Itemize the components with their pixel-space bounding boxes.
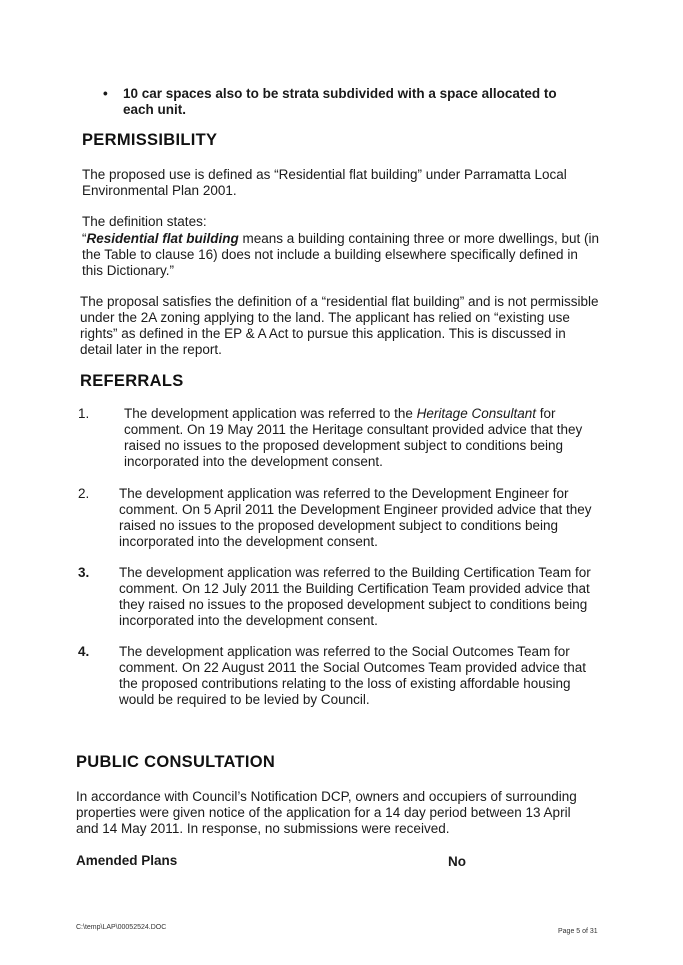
- referral-item-3: [78, 565, 598, 629]
- referral-text-1-em: Heritage Consultant: [416, 406, 536, 421]
- referral-number-2: 2.: [78, 486, 90, 501]
- definition-term: Residential flat building: [86, 231, 239, 246]
- referral-number-4: 4.: [78, 644, 90, 659]
- permissibility-heading: PERMISSIBILITY: [82, 131, 218, 149]
- referral-number-3: 3.: [78, 565, 90, 580]
- referral-text-4: The development application was referred to the Social Outcomes Team for comment. On 22 August 2011 the Social Outcomes Team provided advice that the proposed contributions relating to the loss of existing affordable housing would be required to be levied by Council.: [119, 644, 587, 707]
- bullet-item: [103, 86, 583, 118]
- definition-intro: The definition states:: [82, 214, 207, 229]
- permissibility-paragraph-3: The proposal satisfies the definition of a “residential flat building” and is not permissible under the 2A zoning applying to the land. The applicant has relied on “existing use rights” as defined in the EP & A Act to pursue this application. This is discussed in detail later in the report.: [80, 294, 599, 357]
- amended-plans-label: Amended Plans: [76, 853, 178, 868]
- referrals-heading: REFERRALS: [80, 372, 184, 390]
- referral-item-2: [78, 486, 598, 550]
- permissibility-paragraph-1: The proposed use is defined as “Residential flat building” under Parramatta Local Environmental Plan 2001.: [82, 167, 567, 198]
- referral-text-1: [124, 406, 598, 470]
- bullet-marker: •: [103, 86, 108, 101]
- referral-item-4: [78, 644, 598, 708]
- amended-plans-value: No: [448, 854, 466, 869]
- referral-number-1: 1.: [78, 406, 90, 421]
- public-consultation-heading: PUBLIC CONSULTATION: [76, 753, 276, 771]
- referral-item-1: [78, 406, 598, 470]
- bullet-text: 10 car spaces also to be strata subdivided with a space allocated to each unit.: [123, 86, 557, 117]
- referral-text-2: The development application was referred to the Development Engineer for comment. On 5 April 2011 the Development Engineer provided advice that they raised no issues to the proposed development subject to conditions being incorporated into the development consent.: [119, 486, 592, 549]
- footer-page-number: Page 5 of 31: [558, 928, 598, 935]
- definition-rest: means a building containing three or more dwellings, but (in the Table to clause 16) does not include a building elsewhere specifically defined in this Dictionary.”: [82, 231, 599, 278]
- public-consultation-paragraph: In accordance with Council’s Notification DCP, owners and occupiers of surrounding properties were given notice of the application for a 14 day period between 13 April and 14 May 2011. In response, no submissions were received.: [76, 789, 577, 836]
- referral-text-3: The development application was referred to the Building Certification Team for comment. On 12 July 2011 the Building Certification Team provided advice that they raised no issues to the proposed development subject to conditions being incorporated into the development consent.: [119, 565, 591, 628]
- footer-file-path: C:\temp\LAP\00052524.DOC: [76, 924, 167, 931]
- referral-text-1-post: for comment. On 19 May 2011 the Heritage consultant provided advice that they raised no issues to the proposed development subject to conditions being incorporated into the development consent.: [124, 406, 583, 469]
- definition-quote-open: “: [82, 231, 87, 246]
- definition-quote: [82, 231, 602, 279]
- referral-text-1-pre: The development application was referred to the: [124, 406, 417, 421]
